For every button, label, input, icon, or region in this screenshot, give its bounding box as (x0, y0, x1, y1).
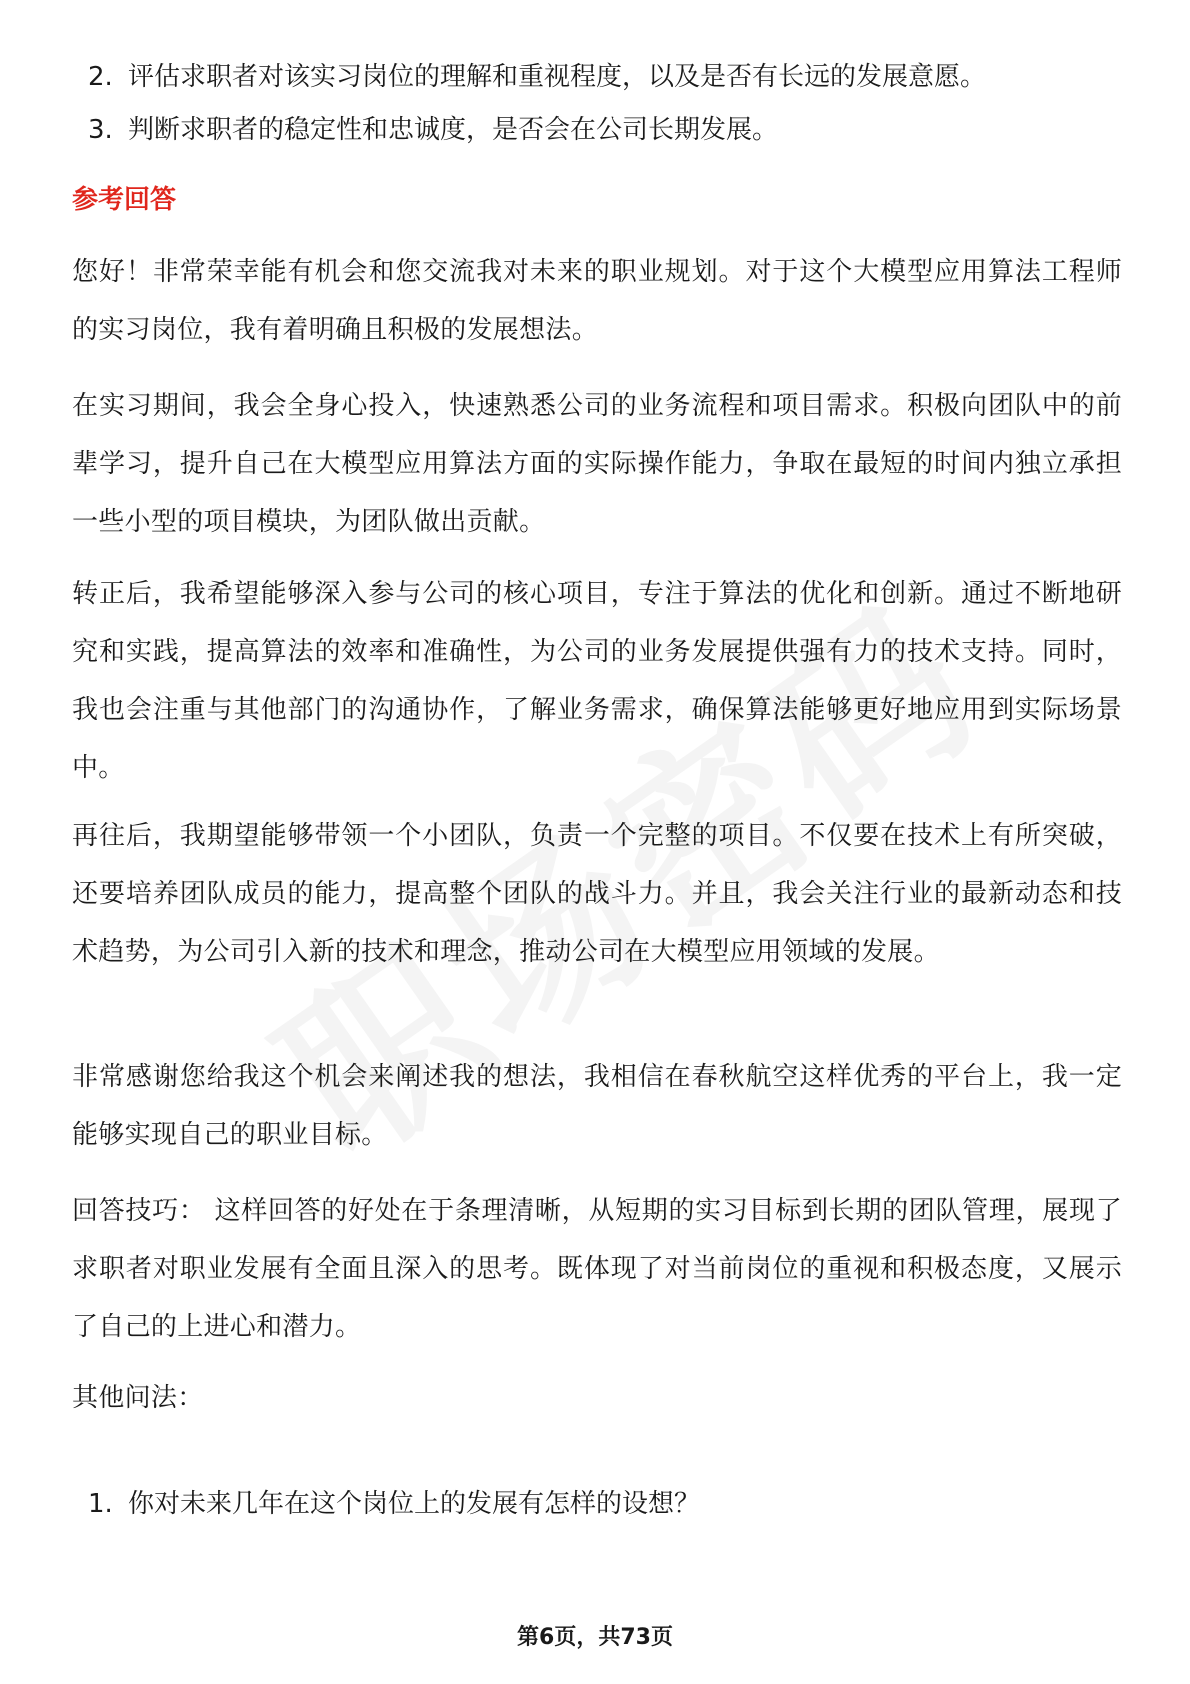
paragraph: 再往后，我期望能够带领一个小团队，负责一个完整的项目。不仅要在技术上有所突破，还要培养团队成员的能力，提高整个团队的战斗力。并且，我会关注行业的最新动态和技术趋势，为公司引入新的技术和理念，推动公司在大模型应用领域的发展。 (72, 821, 1122, 967)
list-number: 2. (88, 62, 113, 92)
list-text: 评估求职者对该实习岗位的理解和重视程度，以及是否有长远的发展意愿。 (128, 62, 987, 92)
other-questions-heading: 其他问法： (72, 1383, 204, 1413)
section-title: 参考回答 (72, 185, 177, 215)
list-number: 3. (88, 115, 113, 145)
answer-tips-paragraph: 回答技巧： 这样回答的好处在于条理清晰，从短期的实习目标到长期的团队管理，展现了求职者对职业发展有全面且深入的思考。既体现了对当前岗位的重视和积极态度，又展示了自己的上进心和潜力。 (72, 1196, 1122, 1342)
list-text: 你对未来几年在这个岗位上的发展有怎样的设想？ (128, 1489, 701, 1519)
paragraph: 在实习期间，我会全身心投入，快速熟悉公司的业务流程和项目需求。积极向团队中的前辈学习，提升自己在大模型应用算法方面的实际操作能力，争取在最短的时间内独立承担一些小型的项目模块，为团队做出贡献。 (72, 391, 1122, 537)
page-number-footer: 第6页，共73页 (517, 1625, 673, 1650)
list-number: 1. (88, 1489, 113, 1519)
paragraph: 您好！非常荣幸能有机会和您交流我对未来的职业规划。对于这个大模型应用算法工程师的实习岗位，我有着明确且积极的发展想法。 (72, 257, 1122, 345)
list-item (88, 110, 778, 150)
list-text: 判断求职者的稳定性和忠诚度，是否会在公司长期发展。 (128, 115, 779, 145)
list-item (88, 57, 986, 97)
paragraph: 转正后，我希望能够深入参与公司的核心项目，专注于算法的优化和创新。通过不断地研究和实践，提高算法的效率和准确性，为公司的业务发展提供强有力的技术支持。同时，我也会注重与其他部门的沟通协作，了解业务需求，确保算法能够更好地应用到实际场景中。 (72, 579, 1122, 783)
paragraph: 非常感谢您给我这个机会来阐述我的想法，我相信在春秋航空这样优秀的平台上，我一定能够实现自己的职业目标。 (72, 1062, 1122, 1150)
list-item (88, 1484, 700, 1524)
